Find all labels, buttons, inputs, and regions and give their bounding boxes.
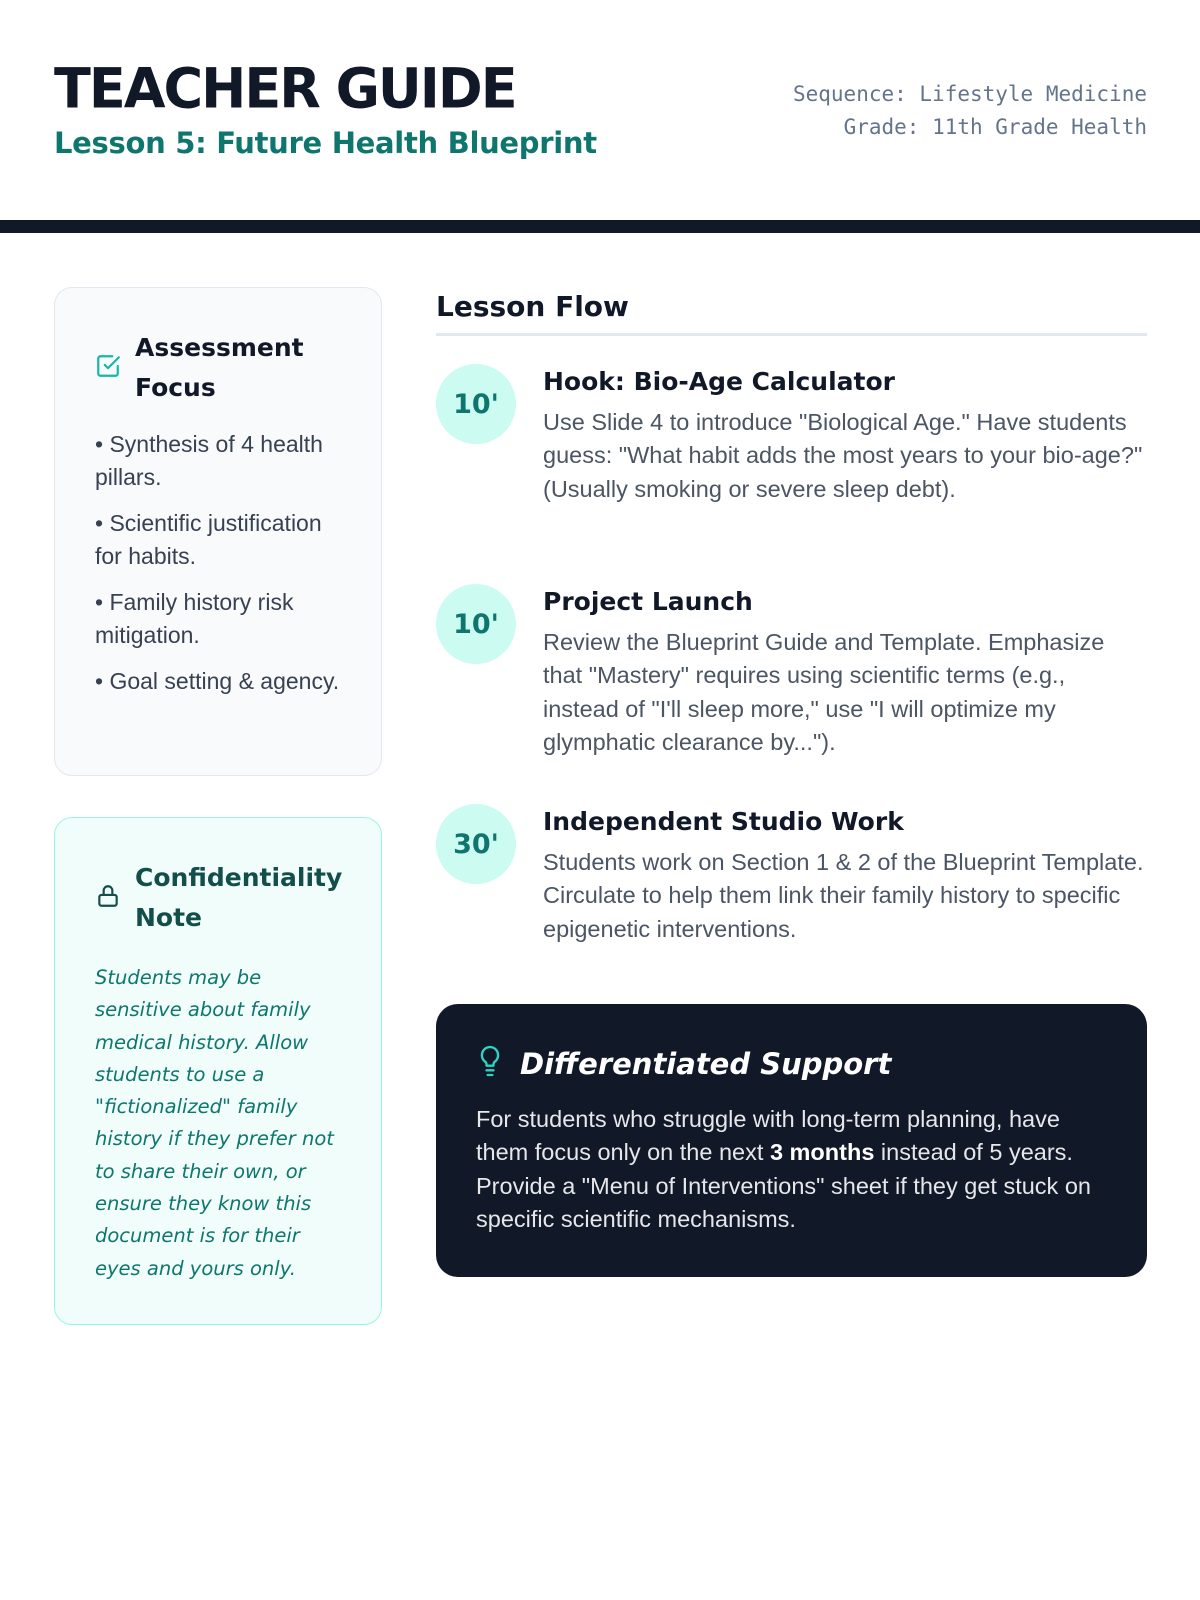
list-item: • Scientific justification for habits. [95,510,322,569]
lesson-flow-title: Lesson Flow [436,290,1147,336]
assessment-focus-header [95,328,341,408]
step-title: Independent Studio Work [543,807,904,836]
step-description: Use Slide 4 to introduce "Biological Age." Have students guess: "What habit adds the most years to your bio-age?" (Usually smoking or severe sleep debt). [543,409,1143,502]
step-description: Students work on Section 1 & 2 of the Blueprint Template. Circulate to help them link their family history to specific epigenetic interventions. [543,849,1144,942]
support-text-emphasis: 3 months [769,1139,875,1166]
check-square-icon [95,353,121,384]
page-header [54,58,1147,168]
differentiated-support-header [476,1044,1109,1083]
confidentiality-note-card [54,817,382,1325]
assessment-focus-list [95,428,341,698]
support-text-part: For students who struggle with long-term planning, have them focus only on the next [476,1106,1060,1166]
differentiated-support-text [476,1103,1109,1236]
confidentiality-note-text: Students may be sensitive about family medical history. Allow students to use a "fictionalized" family history if they prefer not to share their own, or ensure they know this document is for their eyes and yours only. [95,966,334,1280]
step-body [543,804,1147,946]
lesson-meta [793,78,1147,144]
step-time-badge: 10' [436,364,516,444]
confidentiality-note-title: Confidentiality Note [135,863,343,932]
grade-label: Grade: 11th Grade Health [843,115,1147,139]
lightbulb-icon [476,1044,504,1083]
list-item: • Family history risk mitigation. [95,589,294,648]
list-item: • Goal setting & agency. [95,668,340,694]
lock-icon [95,883,121,914]
confidentiality-note-header [95,858,341,938]
header-divider [0,220,1200,233]
step-body [543,584,1147,759]
step-title: Project Launch [543,587,753,616]
assessment-focus-title: Assessment Focus [135,333,304,402]
sequence-label: Sequence: Lifestyle Medicine [792,82,1147,106]
step-description: Review the Blueprint Guide and Template. Emphasize that "Mastery" requires using scientific terms (e.g., instead of "I'll sleep more," use "I will optimize my glymphatic clearance by..."). [543,629,1105,755]
step-body [543,364,1147,506]
differentiated-support-card [436,1004,1147,1277]
lesson-flow-section [436,290,1147,942]
differentiated-support-title: Differentiated Support [520,1046,892,1081]
assessment-focus-card [54,287,382,776]
step-time-badge: 30' [436,804,516,884]
lesson-title: Lesson 5: Future Health Blueprint [54,126,597,160]
list-item: • Synthesis of 4 health pillars. [95,431,323,490]
support-text-part: instead of 5 years. Provide a "Menu of Interventions" sheet if they get stuck on specific scientific mechanisms. [476,1139,1091,1232]
document-title: TEACHER GUIDE [54,56,516,121]
step-title: Hook: Bio-Age Calculator [543,367,895,396]
step-time-badge: 10' [436,584,516,664]
